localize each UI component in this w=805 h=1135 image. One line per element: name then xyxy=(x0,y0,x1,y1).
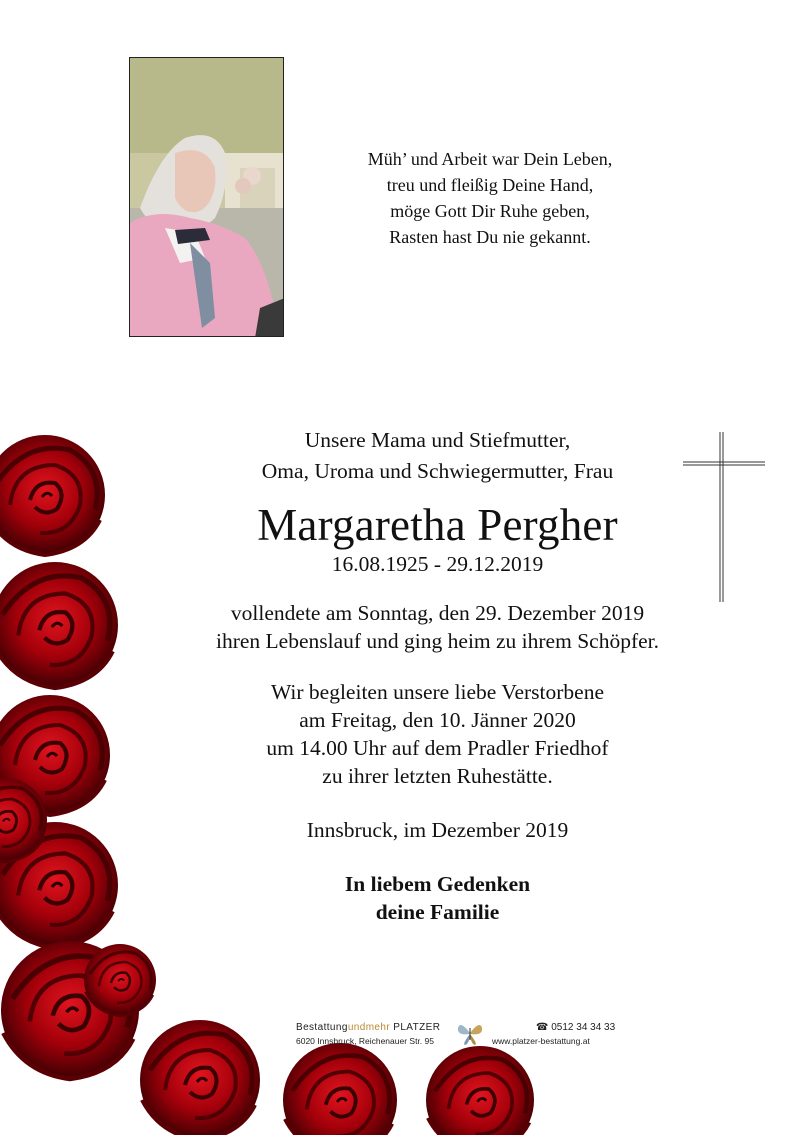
intro xyxy=(180,425,695,487)
death-notice xyxy=(180,599,695,655)
funeral-home-footer xyxy=(296,1020,616,1050)
portrait-photo xyxy=(129,57,284,337)
poem-line: Rasten hast Du nie gekannt. xyxy=(389,227,591,247)
poem-line: möge Gott Dir Ruhe geben, xyxy=(390,201,590,221)
brand-part: Bestattung xyxy=(296,1022,348,1033)
poem xyxy=(330,146,650,250)
poem-line: treu und fleißig Deine Hand, xyxy=(386,175,594,195)
intro-line: Oma, Uroma und Schwiegermutter, Frau xyxy=(261,459,614,483)
funeral-line: am Freitag, den 10. Jänner 2020 xyxy=(299,708,576,732)
funeral-line: Wir begleiten unsere liebe Verstorbene xyxy=(270,680,605,704)
signature-line: deine Familie xyxy=(375,900,500,924)
funeral-line: um 14.00 Uhr auf dem Pradler Friedhof xyxy=(266,736,609,760)
butterfly-icon xyxy=(456,1020,484,1046)
funeral-line: zu ihrer letzten Ruhestätte. xyxy=(322,764,553,788)
funeral-home-brand xyxy=(296,1022,440,1033)
funeral-info xyxy=(180,678,695,790)
brand-part: undmehr xyxy=(347,1022,391,1033)
obituary-text xyxy=(180,425,695,926)
brand-part: PLATZER xyxy=(390,1022,441,1033)
death-notice-line: vollendete am Sonntag, den 29. Dezember 2019 xyxy=(230,601,645,625)
funeral-home-phone: ☎ 0512 34 34 33 xyxy=(536,1022,616,1033)
death-notice-line: ihren Lebenslauf und ging heim zu ihrem Schöpfer. xyxy=(215,629,660,653)
signature-line: In liebem Gedenken xyxy=(344,872,531,896)
signature xyxy=(180,870,695,926)
deceased-name: Margaretha Pergher xyxy=(257,500,618,550)
poem-line: Müh’ und Arbeit war Dein Leben, xyxy=(367,149,613,169)
funeral-home-address: 6020 Innsbruck, Reichenauer Str. 95 xyxy=(296,1036,434,1046)
place-date: Innsbruck, im Dezember 2019 xyxy=(306,818,569,842)
intro-line: Unsere Mama und Stiefmutter, xyxy=(304,428,571,452)
cross-icon xyxy=(683,432,765,602)
funeral-home-website[interactable]: www.platzer-bestattung.at xyxy=(492,1036,590,1046)
life-dates: 16.08.1925 - 29.12.2019 xyxy=(331,552,544,576)
